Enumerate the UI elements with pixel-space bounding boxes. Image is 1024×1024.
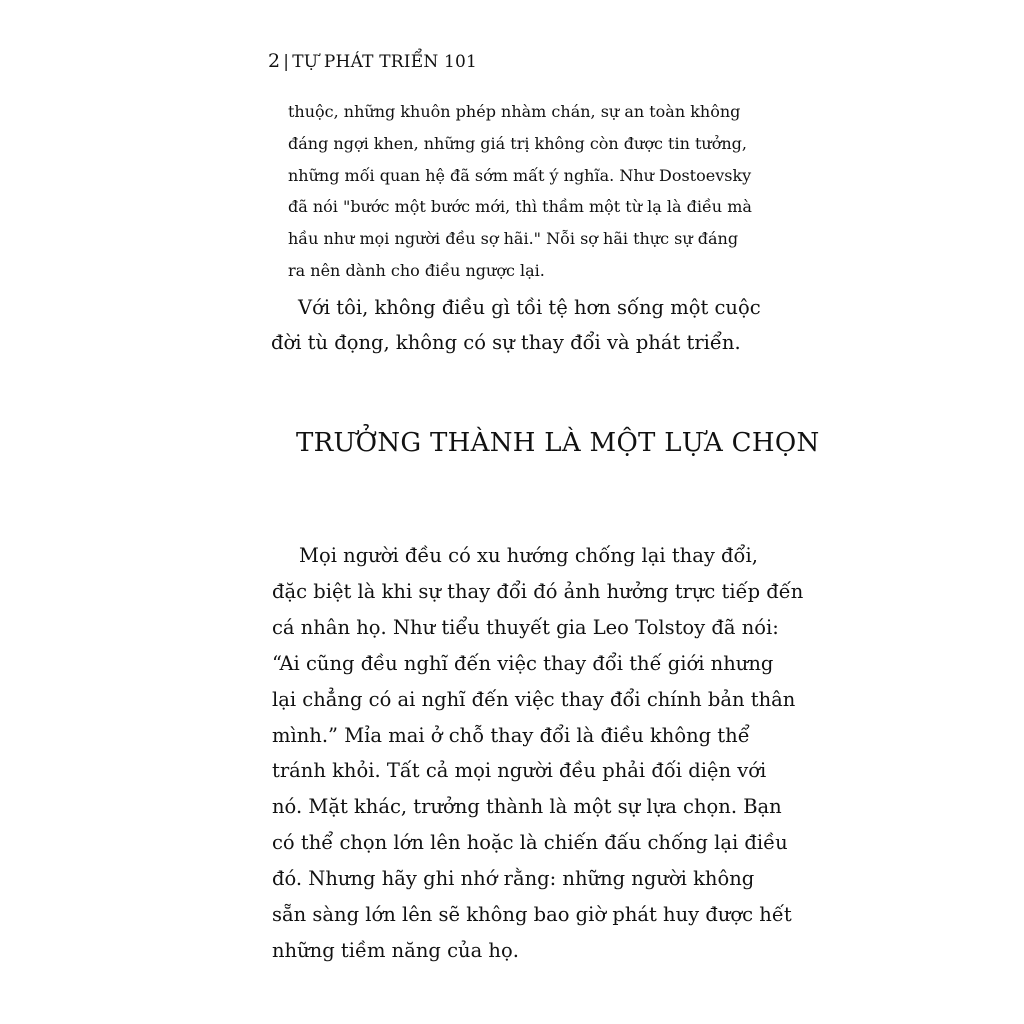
paragraph-line: nó. Mặt khác, trưởng thành là một sự lựa chọn. Bạn xyxy=(272,795,782,819)
paragraph-line: đời tù đọng, không có sự thay đổi và phát triển. xyxy=(271,331,741,354)
paragraph-line: đó. Nhưng hãy ghi nhớ rằng: những người không xyxy=(272,867,755,891)
header-separator: | xyxy=(283,52,290,72)
paragraph-2 xyxy=(272,538,803,969)
paragraph-line: cá nhân họ. Như tiểu thuyết gia Leo Tolstoy đã nói: xyxy=(272,615,779,639)
paragraph-line: Với tôi, không điều gì tồi tệ hơn sống một cuộc xyxy=(298,296,761,319)
quote-line: đáng ngợi khen, những giá trị không còn được tin tưởng, xyxy=(288,133,747,153)
paragraph-1 xyxy=(271,290,761,360)
quote-line: ra nên dành cho điều ngược lại. xyxy=(288,260,545,280)
quote-paragraph xyxy=(288,96,752,287)
paragraph-line: những tiềm năng của họ. xyxy=(272,938,519,962)
quote-line: đã nói "bước một bước mới, thì thầm một từ lạ là điều mà xyxy=(288,197,752,217)
paragraph-line: lại chẳng có ai nghĩ đến việc thay đổi chính bản thân xyxy=(272,687,796,711)
running-header xyxy=(268,50,477,72)
page-number: 2 xyxy=(268,50,281,72)
paragraph-line: Mọi người đều có xu hướng chống lại thay đổi, xyxy=(299,544,758,567)
section-heading: TRƯỞNG THÀNH LÀ MỘT LỰA CHỌN xyxy=(296,428,820,458)
paragraph-line: có thể chọn lớn lên hoặc là chiến đấu chống lại điều xyxy=(272,831,788,855)
book-title: TỰ PHÁT TRIỂN 101 xyxy=(292,52,478,72)
quote-line: thuộc, những khuôn phép nhàm chán, sự an toàn không xyxy=(288,102,741,121)
paragraph-line: mình.” Mỉa mai ở chỗ thay đổi là điều không thể xyxy=(272,723,750,747)
quote-line: hầu như mọi người đều sợ hãi." Nỗi sợ hãi thực sự đáng xyxy=(288,229,739,249)
quote-line: những mối quan hệ đã sớm mất ý nghĩa. Như Dostoevsky xyxy=(288,165,752,185)
paragraph-line: “Ai cũng đều nghĩ đến việc thay đổi thế giới nhưng xyxy=(272,651,774,675)
paragraph-line: sẵn sàng lớn lên sẽ không bao giờ phát huy được hết xyxy=(272,903,792,927)
paragraph-line: tránh khỏi. Tất cả mọi người đều phải đối diện với xyxy=(272,759,767,783)
paragraph-line: đặc biệt là khi sự thay đổi đó ảnh hưởng trực tiếp đến xyxy=(272,579,804,603)
